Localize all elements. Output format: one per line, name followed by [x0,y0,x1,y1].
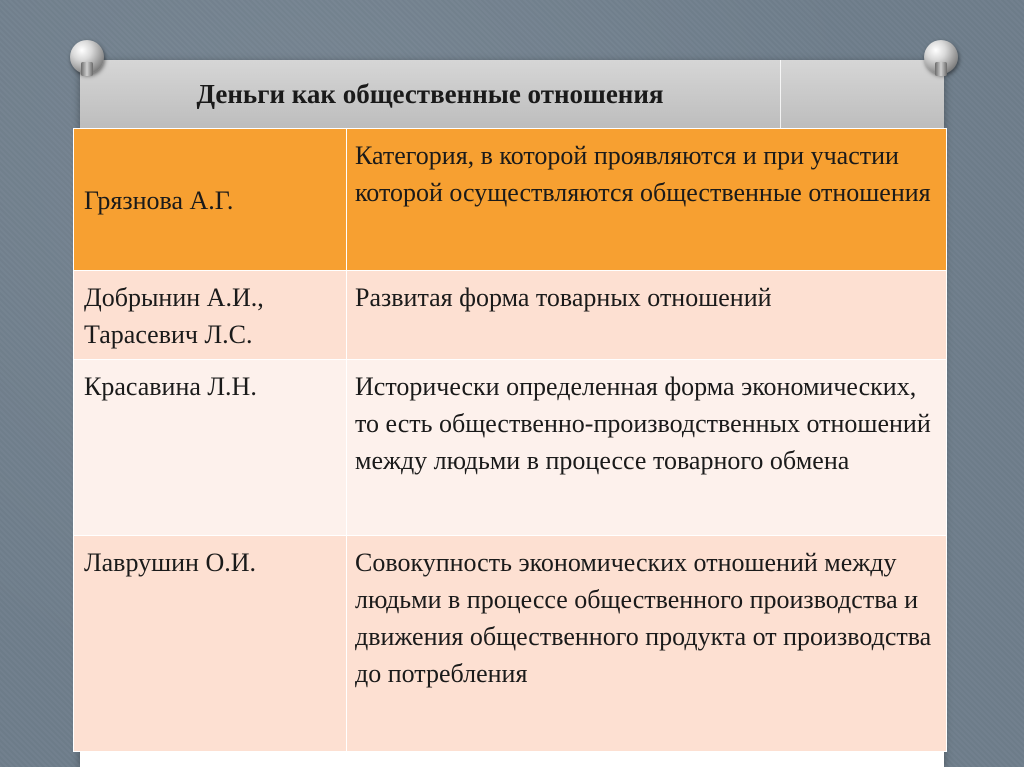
definition-cell: Исторически определенная форма экономических, то есть общественно-производственных отношений между людьми в процессе товарного обмена [347,360,947,536]
slide-title: Деньги как общественные отношения [196,78,664,109]
author-cell: Грязнова А.Г. [74,129,347,271]
author-cell: Красавина Л.Н. [74,360,347,536]
table-row [74,360,947,536]
table-row [74,536,947,752]
author-line: Добрынин А.И., [84,283,264,312]
table-row [74,129,947,271]
pin-right-icon [924,40,958,74]
title-band-divider [780,60,781,128]
definition-cell: Совокупность экономических отношений между людьми в процессе общественного производства и движения общественного продукта от производства до потребления [347,536,947,752]
definition-cell: Категория, в которой проявляются и при участии которой осуществляются общественные отношения [347,129,947,271]
author-cell: Лаврушин О.И. [74,536,347,752]
table-row [74,271,947,360]
pin-left-icon [70,40,104,74]
author-cell [74,271,347,360]
definition-cell: Развитая форма товарных отношений [347,271,947,360]
author-line: Тарасевич Л.С. [84,320,253,349]
definitions-table [73,128,947,752]
